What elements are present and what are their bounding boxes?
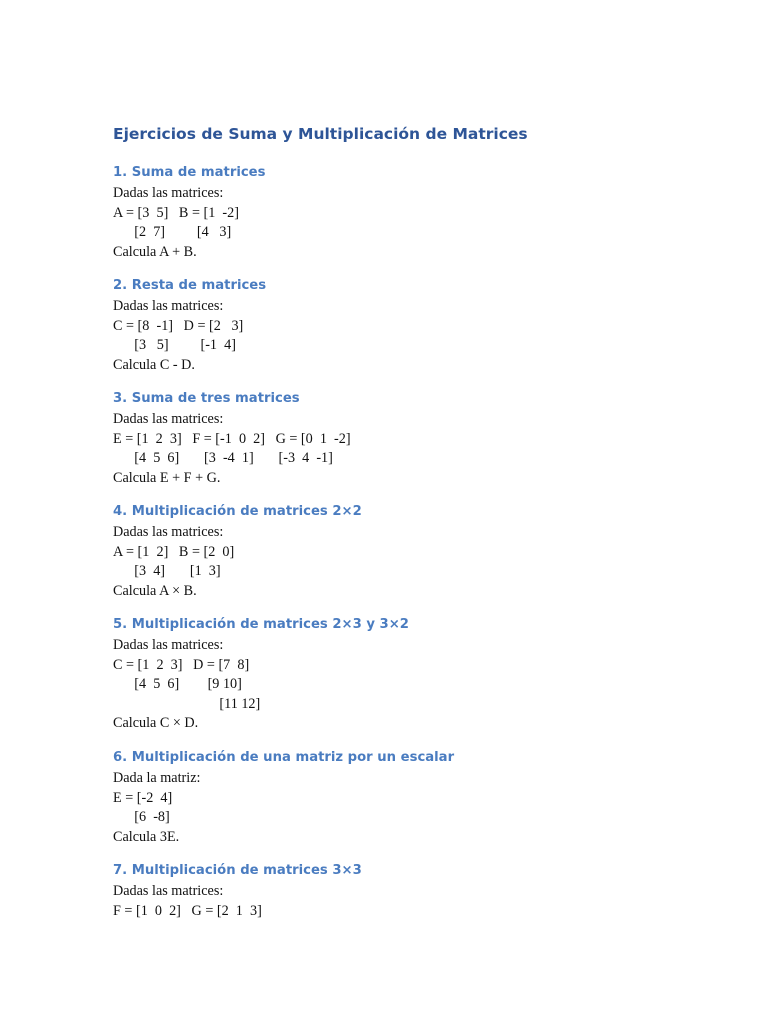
exercise-3-heading: 3. Suma de tres matrices <box>113 391 300 406</box>
exercise-6-line-2: E = [-2 4] <box>113 789 173 806</box>
exercise-4-line-2: A = [1 2] B = [2 0] <box>113 543 235 560</box>
exercise-3 <box>113 388 733 488</box>
exercise-6-line-3: [6 -8] <box>113 809 170 825</box>
exercise-4-heading: 4. Multiplicación de matrices 2×2 <box>113 504 362 519</box>
exercise-7-line-1: Dadas las matrices: <box>113 883 224 899</box>
exercise-6-line-4: Calcula 3E. <box>113 828 180 845</box>
exercise-7-heading: 7. Multiplicación de matrices 3×3 <box>113 863 362 878</box>
exercise-1-heading: 1. Suma de matrices <box>113 165 266 180</box>
exercise-4 <box>113 501 733 601</box>
exercise-2-heading: 2. Resta de matrices <box>113 278 267 293</box>
exercise-3-line-3: [4 5 6] [3 -4 1] [-3 4 -1] <box>113 450 333 466</box>
exercise-5-line-4: [11 12] <box>113 695 261 712</box>
exercise-1-line-4: Calcula A + B. <box>113 243 197 260</box>
exercise-2-line-1: Dadas las matrices: <box>113 298 224 314</box>
exercise-3-line-2: E = [1 2 3] F = [-1 0 2] G = [0 1 -2] <box>113 430 351 447</box>
exercise-2-line-4: Calcula C - D. <box>113 356 195 373</box>
exercise-4-line-1: Dadas las matrices: <box>113 524 224 540</box>
exercise-4-line-4: Calcula A × B. <box>113 582 197 599</box>
exercise-1 <box>113 162 733 262</box>
exercise-1-line-2: A = [3 5] B = [1 -2] <box>113 204 239 221</box>
exercise-2-line-2: C = [8 -1] D = [2 3] <box>113 317 244 334</box>
exercise-7-line-2: F = [1 0 2] G = [2 1 3] <box>113 902 262 919</box>
document-title: Ejercicios de Suma y Multiplicación de Matrices <box>113 125 528 143</box>
exercise-5-line-1: Dadas las matrices: <box>113 637 224 653</box>
exercise-5-line-2: C = [1 2 3] D = [7 8] <box>113 656 250 673</box>
exercise-7 <box>113 860 733 921</box>
exercise-4-line-3: [3 4] [1 3] <box>113 563 221 579</box>
exercise-2-line-3: [3 5] [-1 4] <box>113 337 236 353</box>
exercise-6-line-1: Dada la matriz: <box>113 770 201 786</box>
exercise-1-line-1: Dadas las matrices: <box>113 185 224 201</box>
exercise-5-line-3: [4 5 6] [9 10] <box>113 676 242 692</box>
exercise-2 <box>113 275 733 375</box>
exercise-6 <box>113 747 733 847</box>
exercise-5 <box>113 614 733 734</box>
exercise-1-line-3: [2 7] [4 3] <box>113 224 232 240</box>
exercise-3-line-4: Calcula E + F + G. <box>113 469 221 486</box>
exercise-6-heading: 6. Multiplicación de una matriz por un escalar <box>113 750 455 765</box>
exercise-5-line-5: Calcula C × D. <box>113 715 199 731</box>
exercise-3-line-1: Dadas las matrices: <box>113 411 224 427</box>
exercise-5-heading: 5. Multiplicación de matrices 2×3 y 3×2 <box>113 617 409 632</box>
